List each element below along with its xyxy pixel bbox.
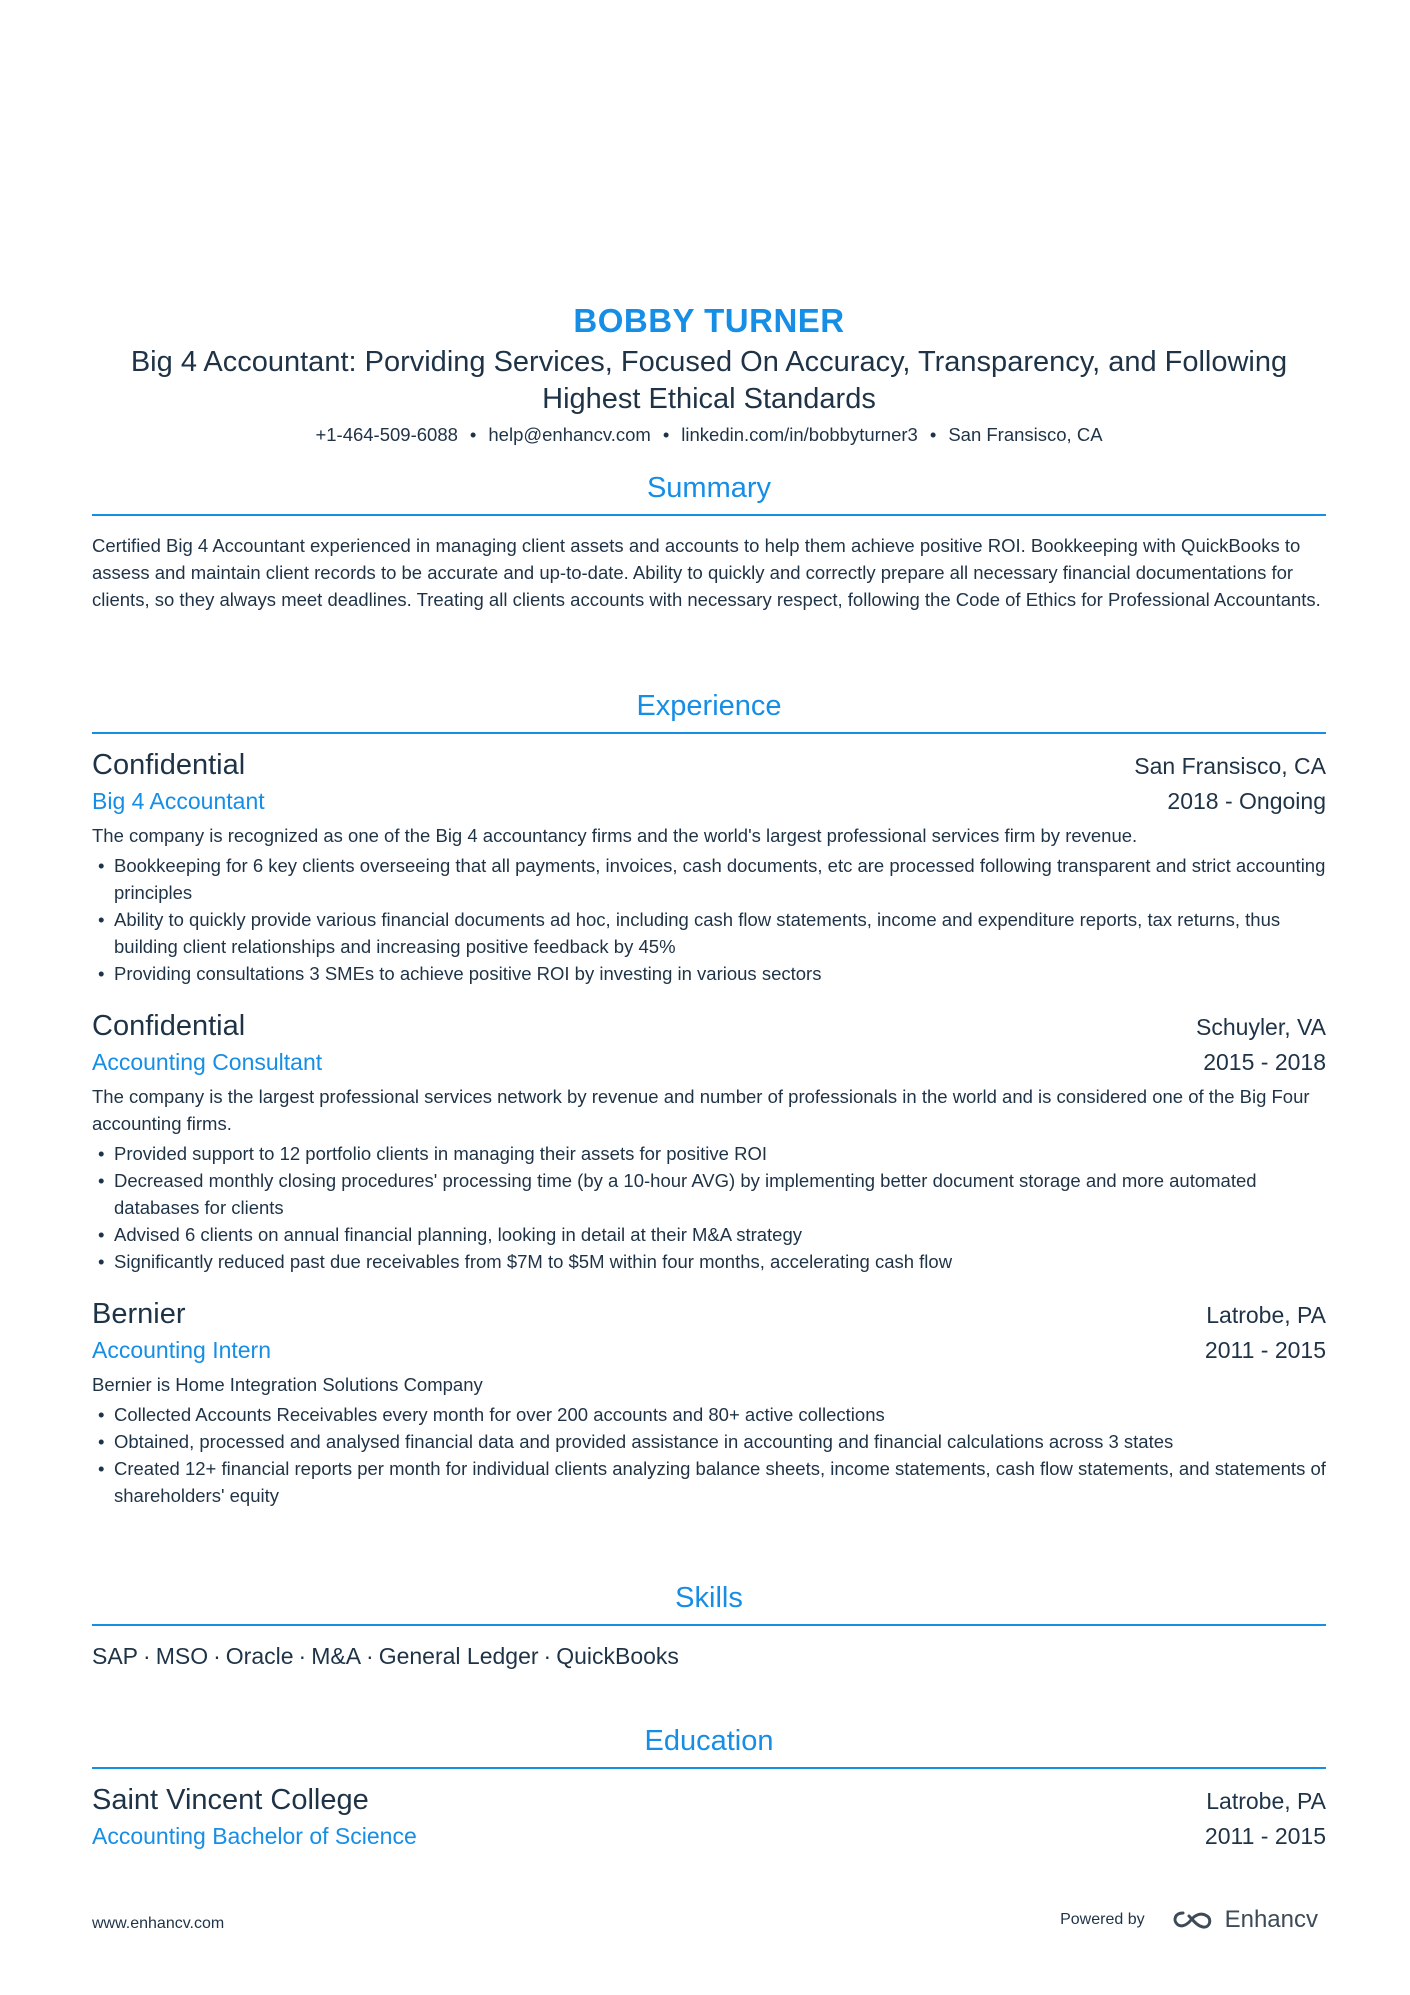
job-location: Latrobe, PA: [1206, 1302, 1326, 1328]
job-dates: 2011 - 2015: [1204, 1337, 1326, 1363]
skill-separator: ·: [366, 1643, 374, 1669]
skill-item: Oracle: [225, 1643, 294, 1669]
company-name: Confidential: [92, 1010, 246, 1042]
summary-text: Certified Big 4 Accountant experienced in managing client assets and accounts to help them achieve positive ROI. Bookkeeping with QuickBooks to assess and maintain client records to be accurate and up-to-date. Ability to quickly and correctly prepare all necessary financial documentations for clients, so they always meet deadlines. Treating all clients accounts with necessary respect, following the Code of Ethics for Professional Accountants.: [92, 535, 1321, 610]
company-name: Confidential: [92, 749, 246, 781]
skill-item: SAP: [92, 1643, 139, 1669]
location: San Fransisco, CA: [948, 424, 1103, 445]
skill-separator: ·: [143, 1643, 151, 1669]
job-dates: 2015 - 2018: [1203, 1049, 1326, 1075]
skill-item: QuickBooks: [556, 1643, 679, 1669]
list-item: • Decreased monthly closing procedures' processing time (by a 10-hour AVG) by implementing better document storage and more automated databases for clients: [92, 1167, 1326, 1221]
skill-separator: ·: [213, 1643, 221, 1669]
email[interactable]: help@enhancv.com: [488, 424, 651, 445]
experience-entry: [92, 1295, 1326, 1509]
achievement-list: [92, 852, 1326, 987]
section-title: Summary: [92, 470, 1326, 516]
list-item: • Advised 6 clients on annual financial planning, looking in detail at their M&A strategy: [92, 1221, 1326, 1248]
skills-section: [92, 1580, 1326, 1672]
candidate-headline: Big 4 Accountant: Porviding Services, Focused On Accuracy, Transparency, and Following Highest Ethical Standards: [130, 346, 1288, 415]
footer-branding: [1060, 1906, 1318, 1934]
education-dates: 2011 - 2015: [1204, 1823, 1326, 1849]
degree: Accounting Bachelor of Science: [92, 1823, 417, 1849]
phone[interactable]: +1-464-509-6088: [315, 424, 458, 445]
enhancv-logo-icon: [1169, 1908, 1217, 1932]
powered-by-label: Powered by: [1060, 1911, 1145, 1928]
section-title: Education: [92, 1723, 1326, 1769]
company-description: The company is recognized as one of the Big 4 accountancy firms and the world's largest professional services firm by revenue.: [92, 825, 1138, 846]
list-item: • Provided support to 12 portfolio clients in managing their assets for positive ROI: [92, 1140, 1326, 1167]
experience-entry: [92, 746, 1326, 987]
job-location: Schuyler, VA: [1196, 1014, 1326, 1040]
list-item: • Created 12+ financial reports per month for individual clients analyzing balance sheets, income statements, cash flow statements, and statements of shareholders' equity: [92, 1455, 1326, 1509]
job-title: Accounting Consultant: [92, 1049, 323, 1075]
skill-separator: ·: [543, 1643, 552, 1669]
summary-section: [92, 470, 1326, 613]
list-item: • Obtained, processed and analysed financial data and provided assistance in accounting and financial calculations across 3 states: [92, 1428, 1326, 1455]
resume-header: [92, 300, 1326, 448]
job-location: San Fransisco, CA: [1134, 753, 1326, 779]
company-name: Bernier: [92, 1298, 186, 1330]
achievement-list: [92, 1401, 1326, 1509]
company-description: The company is the largest professional services network by revenue and number of professionals in the world and is considered one of the Big Four accounting firms.: [92, 1086, 1310, 1134]
school-name: Saint Vincent College: [92, 1784, 369, 1816]
section-title: Skills: [92, 1580, 1326, 1626]
contact-separator: •: [469, 424, 477, 445]
list-item: • Bookkeeping for 6 key clients overseeing that all payments, invoices, cash documents, etc are processed following transparent and strict accounting principles: [92, 852, 1326, 906]
job-dates: 2018 - Ongoing: [1167, 788, 1326, 814]
contact-line: [92, 422, 1326, 448]
skill-item: General Ledger: [378, 1643, 539, 1669]
brand-name: Enhancv: [1224, 1906, 1318, 1933]
list-item: • Providing consultations 3 SMEs to achieve positive ROI by investing in various sectors: [92, 960, 1326, 987]
education-entry: [92, 1781, 1326, 1853]
job-title: Accounting Intern: [92, 1337, 272, 1363]
candidate-name: BOBBY TURNER: [573, 302, 845, 339]
list-item: • Collected Accounts Receivables every month for over 200 accounts and 80+ active collections: [92, 1401, 1326, 1428]
contact-separator: •: [662, 424, 670, 445]
achievement-list: [92, 1140, 1326, 1275]
school-location: Latrobe, PA: [1206, 1788, 1326, 1814]
skill-item: M&A: [311, 1643, 362, 1669]
linkedin-link[interactable]: linkedin.com/in/bobbyturner3: [681, 424, 918, 445]
education-section: [92, 1723, 1326, 1853]
contact-separator: •: [929, 424, 937, 445]
list-item: • Ability to quickly provide various financial documents ad hoc, including cash flow statements, income and expenditure reports, tax returns, thus building client relationships and increasing positive feedback by 45%: [92, 906, 1326, 960]
company-description: Bernier is Home Integration Solutions Company: [92, 1374, 483, 1395]
skill-separator: ·: [298, 1643, 307, 1669]
experience-entry: [92, 1007, 1326, 1275]
footer-website[interactable]: www.enhancv.com: [92, 1915, 225, 1932]
skill-item: MSO: [155, 1643, 209, 1669]
experience-section: [92, 688, 1326, 1509]
job-title: Big 4 Accountant: [92, 788, 265, 814]
list-item: • Significantly reduced past due receivables from $7M to $5M within four months, accelerating cash flow: [92, 1248, 1326, 1275]
section-title: Experience: [92, 688, 1326, 734]
skills-list: [92, 1640, 1326, 1672]
